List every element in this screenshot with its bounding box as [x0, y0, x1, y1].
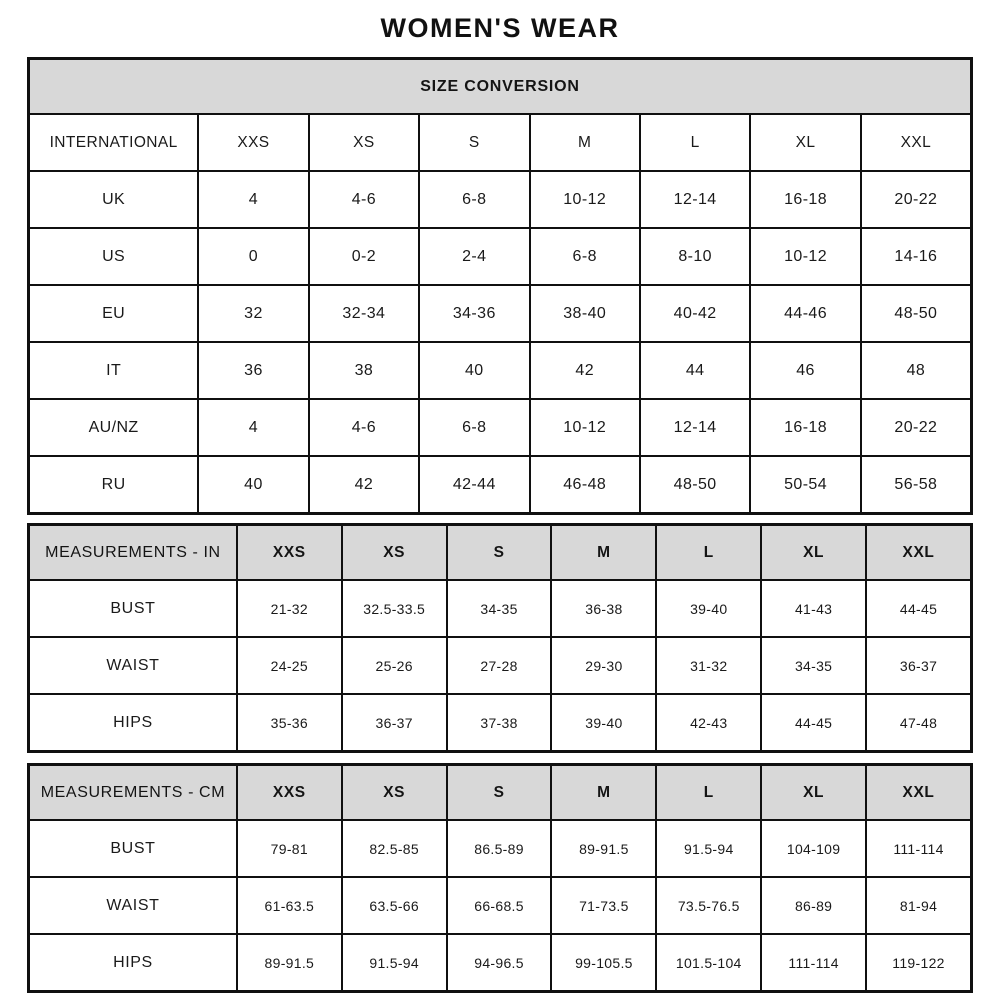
cell: 42-44 — [419, 456, 529, 514]
cell: 29-30 — [551, 637, 656, 694]
row-label: IT — [29, 342, 199, 399]
cell: 37-38 — [447, 694, 552, 752]
cell: 40 — [419, 342, 529, 399]
cell: 32-34 — [309, 285, 419, 342]
cell: 12-14 — [640, 399, 750, 456]
table-row-us — [29, 228, 972, 285]
cell: 61-63.5 — [237, 877, 342, 934]
cell: 39-40 — [551, 694, 656, 752]
size-conversion-header: SIZE CONVERSION — [29, 59, 972, 115]
table-row-eu — [29, 285, 972, 342]
cell: 10-12 — [530, 171, 640, 228]
table-row-bust-in — [29, 580, 972, 637]
cell: 71-73.5 — [551, 877, 656, 934]
col-header-xs: XS — [309, 114, 419, 171]
cell: 50-54 — [750, 456, 860, 514]
col-header-xxs: XXS — [237, 525, 342, 581]
cell: 4-6 — [309, 399, 419, 456]
cell: 119-122 — [866, 934, 971, 992]
cell: 42-43 — [656, 694, 761, 752]
measurements-cm-header: MEASUREMENTS - CM — [29, 765, 237, 821]
row-label: RU — [29, 456, 199, 514]
row-label: HIPS — [29, 694, 237, 752]
col-header-l: L — [656, 525, 761, 581]
cell: 34-35 — [761, 637, 866, 694]
cell: 111-114 — [761, 934, 866, 992]
cell: 94-96.5 — [447, 934, 552, 992]
cell: 0-2 — [309, 228, 419, 285]
col-header-m: M — [530, 114, 640, 171]
cell: 32 — [198, 285, 308, 342]
table-row-hips-cm — [29, 934, 972, 992]
cell: 0 — [198, 228, 308, 285]
cell: 6-8 — [419, 399, 529, 456]
cell: 111-114 — [866, 820, 971, 877]
cell: 81-94 — [866, 877, 971, 934]
table-row-bust-cm — [29, 820, 972, 877]
table-section-header-row — [29, 59, 972, 115]
col-header-m: M — [551, 525, 656, 581]
col-header-xxs: XXS — [237, 765, 342, 821]
measurements-in-header: MEASUREMENTS - IN — [29, 525, 237, 581]
cell: 21-32 — [237, 580, 342, 637]
cell: 91.5-94 — [342, 934, 447, 992]
cell: 86-89 — [761, 877, 866, 934]
cell: 10-12 — [530, 399, 640, 456]
table-row-aunz — [29, 399, 972, 456]
table-row-waist-in — [29, 637, 972, 694]
cell: 38 — [309, 342, 419, 399]
cell: 44-45 — [866, 580, 971, 637]
cell: 101.5-104 — [656, 934, 761, 992]
row-label: WAIST — [29, 637, 237, 694]
cell: 56-58 — [861, 456, 972, 514]
cell: 4-6 — [309, 171, 419, 228]
col-header-xxl: XXL — [866, 765, 971, 821]
cell: 36 — [198, 342, 308, 399]
col-header-s: S — [447, 765, 552, 821]
row-label: EU — [29, 285, 199, 342]
cell: 36-37 — [342, 694, 447, 752]
col-header-xxl: XXL — [866, 525, 971, 581]
col-header-l: L — [640, 114, 750, 171]
page-title: WOMEN'S WEAR — [380, 13, 620, 43]
table-row-waist-cm — [29, 877, 972, 934]
cell: 31-32 — [656, 637, 761, 694]
cell: 99-105.5 — [551, 934, 656, 992]
cell: 63.5-66 — [342, 877, 447, 934]
cell: 24-25 — [237, 637, 342, 694]
cell: 35-36 — [237, 694, 342, 752]
cell: 34-36 — [419, 285, 529, 342]
cell: 44-46 — [750, 285, 860, 342]
cell: 34-35 — [447, 580, 552, 637]
cell: 32.5-33.5 — [342, 580, 447, 637]
cell: 16-18 — [750, 399, 860, 456]
cell: 25-26 — [342, 637, 447, 694]
cell: 42 — [309, 456, 419, 514]
cell: 14-16 — [861, 228, 972, 285]
cell: 27-28 — [447, 637, 552, 694]
size-conversion-table — [27, 57, 973, 515]
col-header-international: INTERNATIONAL — [29, 114, 199, 171]
cell: 66-68.5 — [447, 877, 552, 934]
column-header-row — [29, 114, 972, 171]
row-label: AU/NZ — [29, 399, 199, 456]
measurements-in-table — [27, 523, 973, 753]
cell: 44 — [640, 342, 750, 399]
cell: 16-18 — [750, 171, 860, 228]
col-header-l: L — [656, 765, 761, 821]
column-header-row — [29, 765, 972, 821]
cell: 40-42 — [640, 285, 750, 342]
cell: 6-8 — [530, 228, 640, 285]
col-header-s: S — [419, 114, 529, 171]
row-label: HIPS — [29, 934, 237, 992]
cell: 4 — [198, 399, 308, 456]
cell: 4 — [198, 171, 308, 228]
row-label: BUST — [29, 580, 237, 637]
table-row-ru — [29, 456, 972, 514]
cell: 104-109 — [761, 820, 866, 877]
row-label: BUST — [29, 820, 237, 877]
col-header-s: S — [447, 525, 552, 581]
table-row-uk — [29, 171, 972, 228]
col-header-xxl: XXL — [861, 114, 972, 171]
cell: 48-50 — [861, 285, 972, 342]
cell: 48-50 — [640, 456, 750, 514]
cell: 10-12 — [750, 228, 860, 285]
cell: 42 — [530, 342, 640, 399]
cell: 73.5-76.5 — [656, 877, 761, 934]
cell: 89-91.5 — [237, 934, 342, 992]
col-header-xl: XL — [761, 765, 866, 821]
cell: 39-40 — [656, 580, 761, 637]
cell: 82.5-85 — [342, 820, 447, 877]
cell: 91.5-94 — [656, 820, 761, 877]
cell: 12-14 — [640, 171, 750, 228]
cell: 8-10 — [640, 228, 750, 285]
cell: 38-40 — [530, 285, 640, 342]
col-header-xl: XL — [750, 114, 860, 171]
column-header-row — [29, 525, 972, 581]
cell: 36-37 — [866, 637, 971, 694]
col-header-m: M — [551, 765, 656, 821]
col-header-xs: XS — [342, 765, 447, 821]
cell: 20-22 — [861, 399, 972, 456]
row-label: UK — [29, 171, 199, 228]
cell: 48 — [861, 342, 972, 399]
cell: 86.5-89 — [447, 820, 552, 877]
col-header-xs: XS — [342, 525, 447, 581]
row-label: WAIST — [29, 877, 237, 934]
cell: 36-38 — [551, 580, 656, 637]
cell: 6-8 — [419, 171, 529, 228]
cell: 89-91.5 — [551, 820, 656, 877]
cell: 46-48 — [530, 456, 640, 514]
cell: 46 — [750, 342, 860, 399]
measurements-cm-table — [27, 763, 973, 993]
table-row-it — [29, 342, 972, 399]
cell: 79-81 — [237, 820, 342, 877]
cell: 41-43 — [761, 580, 866, 637]
cell: 44-45 — [761, 694, 866, 752]
cell: 40 — [198, 456, 308, 514]
cell: 20-22 — [861, 171, 972, 228]
col-header-xl: XL — [761, 525, 866, 581]
cell: 47-48 — [866, 694, 971, 752]
cell: 2-4 — [419, 228, 529, 285]
col-header-xxs: XXS — [198, 114, 308, 171]
table-row-hips-in — [29, 694, 972, 752]
row-label: US — [29, 228, 199, 285]
